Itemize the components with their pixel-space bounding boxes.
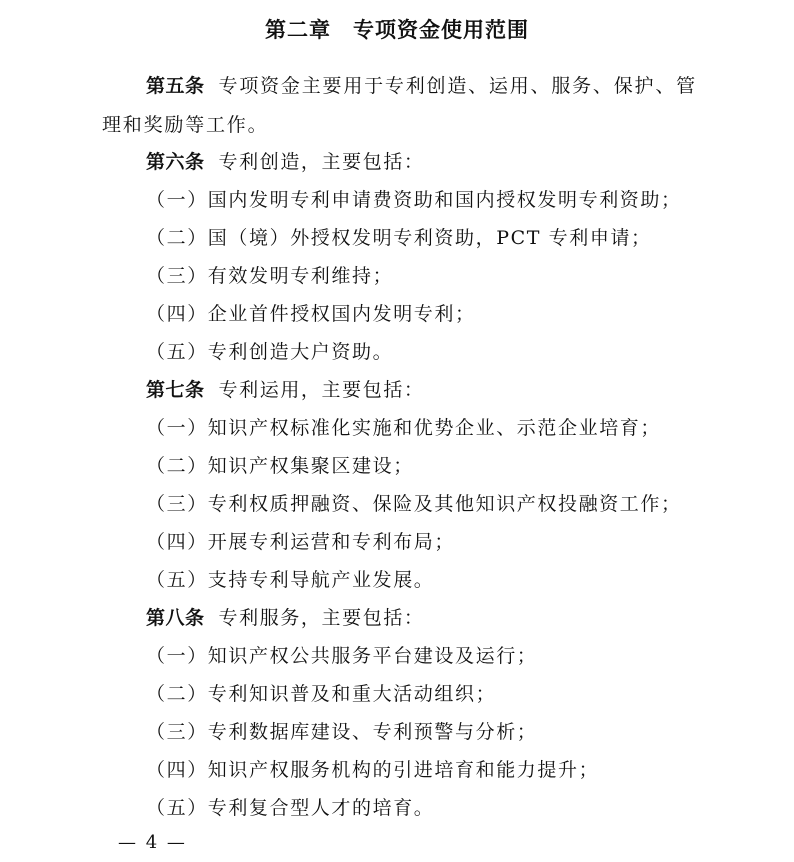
article-5-label: 第五条	[146, 75, 205, 97]
chapter-title: 第二章 专项资金使用范围	[265, 18, 529, 42]
article-6-item-1: （一）国内发明专利申请费资助和国内授权发明专利资助；	[146, 189, 682, 211]
article-7-text: 专利运用，主要包括：	[218, 379, 425, 401]
article-6-item-5: （五）专利创造大户资助。	[146, 341, 394, 363]
article-8-text: 专利服务，主要包括：	[218, 607, 425, 629]
article-5	[102, 67, 712, 145]
article-7-item-5: （五）支持专利导航产业发展。	[146, 569, 435, 591]
article-7-item-3: （三）专利权质押融资、保险及其他知识产权投融资工作；	[146, 493, 682, 515]
article-6-item-2: （二）国（境）外授权发明专利资助，PCT 专利申请；	[146, 227, 652, 249]
article-6-item-3: （三）有效发明专利维持；	[146, 265, 394, 287]
article-7-item-2: （二）知识产权集聚区建设；	[146, 455, 414, 477]
article-6	[146, 150, 425, 174]
article-8-item-1: （一）知识产权公共服务平台建设及运行；	[146, 645, 538, 667]
article-5-text: 专项资金主要用于专利创造、运用、服务、保护、管理和奖励等工作。	[102, 75, 697, 136]
article-6-item-4: （四）企业首件授权国内发明专利；	[146, 303, 476, 325]
article-8-item-2: （二）专利知识普及和重大活动组织；	[146, 683, 497, 705]
article-8	[146, 606, 425, 630]
article-8-item-3: （三）专利数据库建设、专利预警与分析；	[146, 721, 538, 743]
article-8-item-4: （四）知识产权服务机构的引进培育和能力提升；	[146, 759, 600, 781]
article-6-text: 专利创造，主要包括：	[218, 151, 425, 173]
article-8-label: 第八条	[146, 607, 205, 629]
article-7	[146, 378, 425, 402]
page-number: — 4 —	[118, 832, 187, 853]
article-6-label: 第六条	[146, 151, 205, 173]
article-8-item-5: （五）专利复合型人才的培育。	[146, 797, 435, 819]
article-7-label: 第七条	[146, 379, 205, 401]
article-7-item-4: （四）开展专利运营和专利布局；	[146, 531, 456, 553]
article-7-item-1: （一）知识产权标准化实施和优势企业、示范企业培育；	[146, 417, 662, 439]
